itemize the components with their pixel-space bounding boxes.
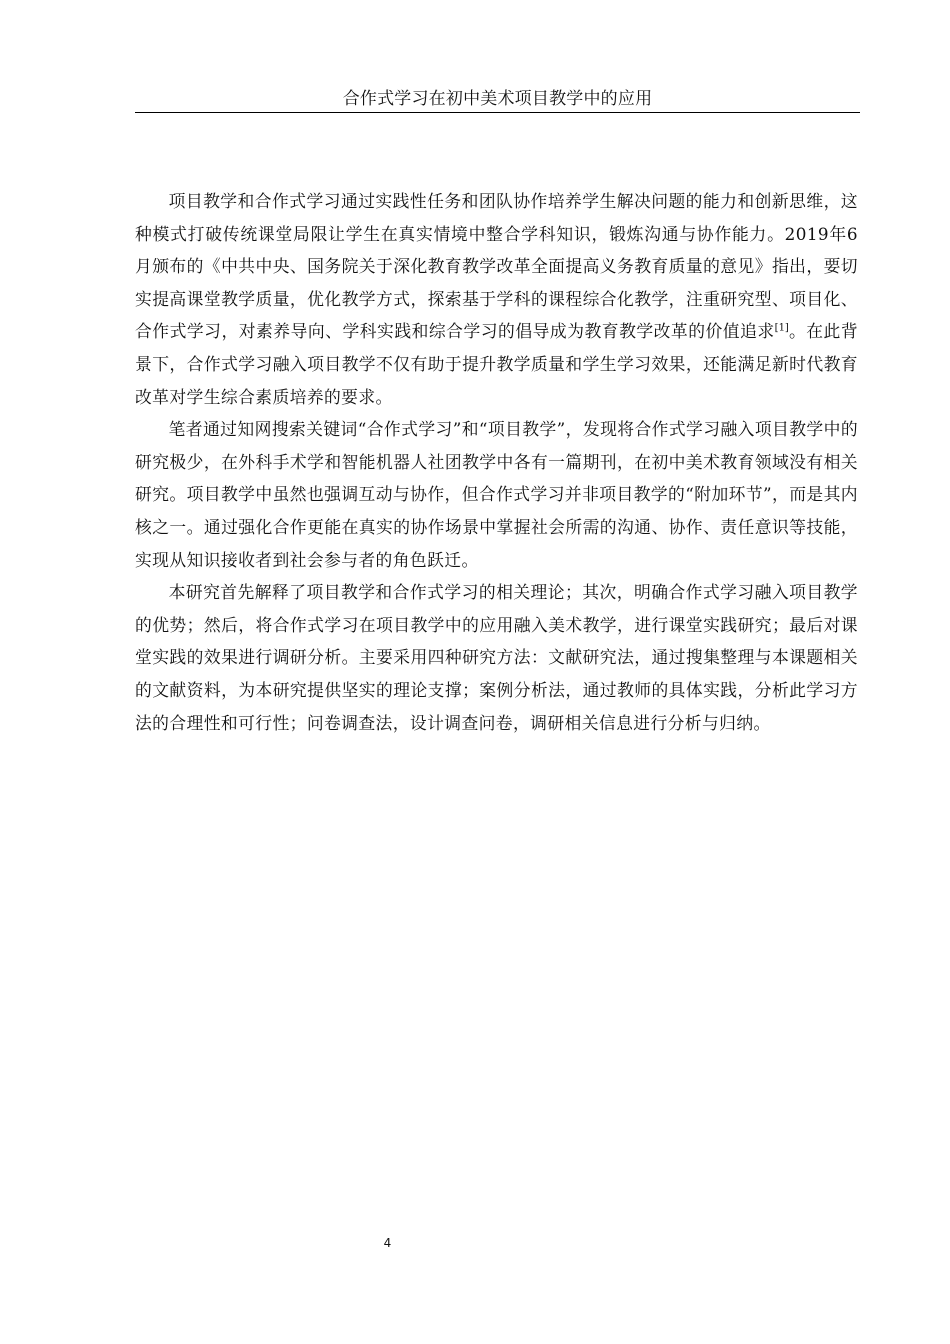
- paragraph-1: [135, 185, 858, 413]
- paragraph-1-text-after: 。在此背景下，合作式学习融入项目教学不仅有助于提升教学质量和学生学习效果，还能满足新时代教育改革对学生综合素质培养的要求。: [135, 321, 858, 407]
- paragraph-2: 笔者通过知网搜索关键词“合作式学习”和“项目教学”，发现将合作式学习融入项目教学中的研究极少，在外科手术学和智能机器人社团教学中各有一篇期刊，在初中美术教育领域没有相关研究。项目教学中虽然也强调互动与协作，但合作式学习并非项目教学的“附加环节”，而是其内核之一。通过强化合作更能在真实的协作场景中掌握社会所需的沟通、协作、责任意识等技能，实现从知识接收者到社会参与者的角色跃迁。: [135, 419, 858, 570]
- body-text: [135, 185, 858, 739]
- running-header: [135, 88, 860, 113]
- header-title: 合作式学习在初中美术项目教学中的应用: [342, 89, 653, 109]
- page-number: 4: [383, 1236, 392, 1250]
- paragraph-1-text-before: 项目教学和合作式学习通过实践性任务和团队协作培养学生解决问题的能力和创新思维，这种模式打破传统课堂局限让学生在真实情境中整合学科知识，锻炼沟通与协作能力。2019年6月颁布的《中共中央、国务院关于深化教育教学改革全面提高义务教育质量的意见》指出，要切实提高课堂教学质量，优化教学方式，探索基于学科的课程综合化教学，注重研究型、项目化、合作式学习，对素养导向、学科实践和综合学习的倡导成为教育教学改革的价值追求: [135, 191, 858, 342]
- paragraph-3: 本研究首先解释了项目教学和合作式学习的相关理论；其次，明确合作式学习融入项目教学的优势；然后，将合作式学习在项目教学中的应用融入美术教学，进行课堂实践研究；最后对课堂实践的效果进行调研分析。主要采用四种研究方法：文献研究法，通过搜集整理与本课题相关的文献资料，为本研究提供坚实的理论支撑；案例分析法，通过教师的具体实践，分析此学习方法的合理性和可行性；问卷调查法，设计调查问卷，调研相关信息进行分析与归纳。: [135, 582, 858, 733]
- citation-marker: [1]: [774, 322, 789, 334]
